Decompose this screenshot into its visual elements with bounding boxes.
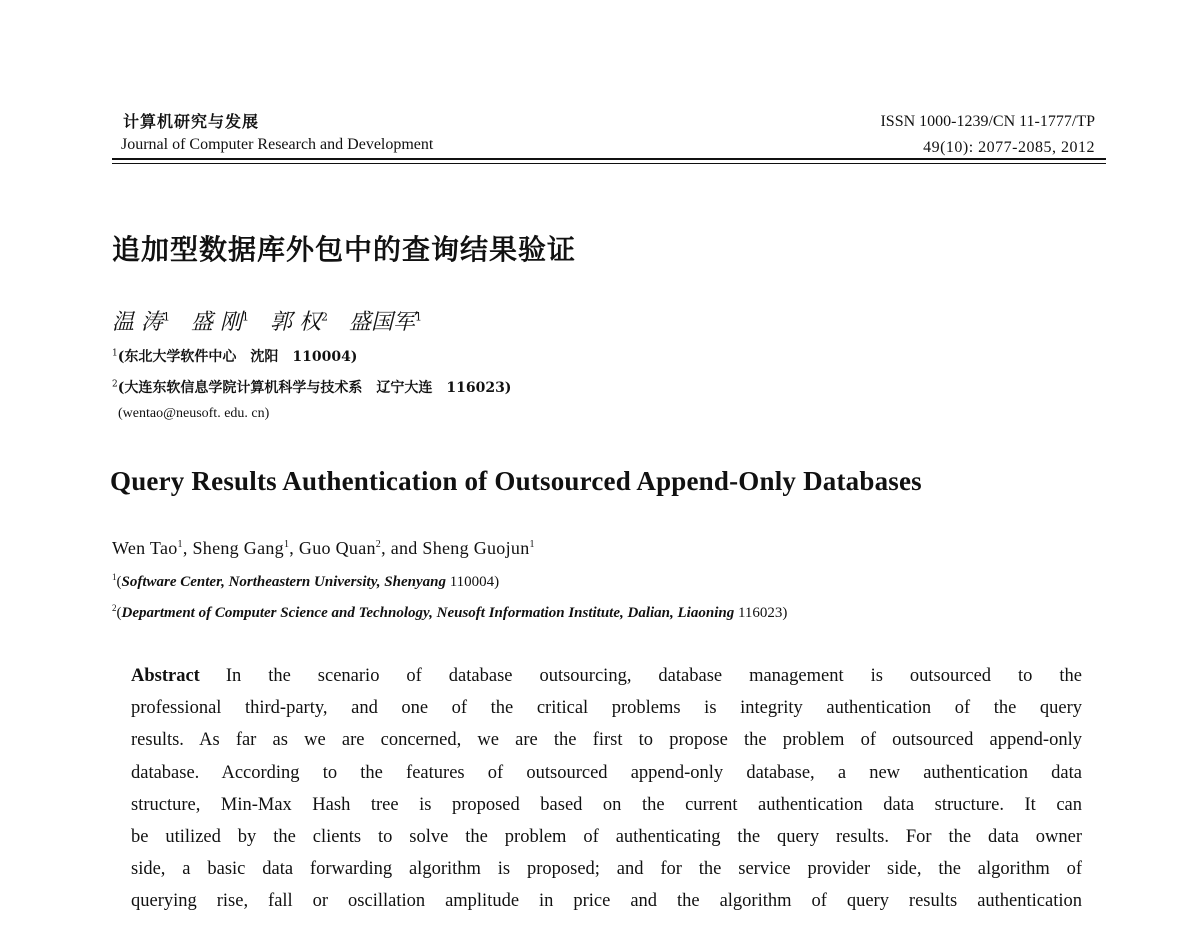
abstract-line: structure, Min-Max Hash tree is proposed based on the current authentication data structure. It can <box>131 794 1082 815</box>
abstract-line: be utilized by the clients to solve the problem of authenticating the query results. For the data owner <box>131 826 1082 847</box>
abstract-label: Abstract <box>131 666 200 686</box>
affiliation-en: $^1$(Software Center, Northeastern University, Shenyang 110004) <box>112 572 500 590</box>
affiliation-cn: $^1$(东北大学软件中心 沈阳 110004) <box>112 348 358 365</box>
contact-email: (wentao@neusoft. edu. cn) <box>118 406 270 421</box>
affiliation-en: $^2$(Department of Computer Science and Technology, Neusoft Information Institute, Dalian, Liaoning 116023) <box>112 603 788 621</box>
author-cn: 温 涛 <box>112 310 163 335</box>
header-rule-thin <box>112 163 1106 164</box>
paper-title-en: Query Results Authentication of Outsourced Append-Only Databases <box>110 466 922 496</box>
abstract-line: database. According to the features of outsourced append-only database, a new authentication data <box>131 762 1082 783</box>
affiliation-cn: $^2$(大连东软信息学院计算机科学与技术系 辽宁大连 116023) <box>112 379 512 396</box>
abstract-line: results. As far as we are concerned, we are the first to propose the problem of outsourced append-only <box>131 730 1082 751</box>
authors-cn: 温 涛$^1$ 盛 刚$^1$ 郭 权$^2$ 盛国军$^1$ <box>112 310 423 335</box>
author-cn: 郭 权 <box>270 310 321 335</box>
abstract-line: professional third-party, and one of the critical problems is integrity authentication of the query <box>131 698 1082 719</box>
paper-title-cn: 追加型数据库外包中的查询结果验证 <box>112 233 577 266</box>
author-cn: 盛 刚 <box>191 310 242 335</box>
header-rule-thick <box>112 158 1106 160</box>
abstract <box>131 660 1082 918</box>
volume-pages: 49(10): 2077-2085, 2012 <box>923 139 1095 156</box>
authors-en: Wen Tao$^1$, Sheng Gang$^1$, Guo Quan$^2$, and Sheng Guojun$^1$ <box>112 538 535 558</box>
abstract-line: querying rise, fall or oscillation amplitude in price and the algorithm of query results authentication <box>131 891 1082 912</box>
issn: ISSN 1000-1239/CN 11-1777/TP <box>880 113 1095 130</box>
journal-title-en: Journal of Computer Research and Development <box>121 136 434 153</box>
author-cn: 盛国军 <box>349 310 416 335</box>
abstract-line: Abstract In the scenario of database outsourcing, database management is outsourced to the <box>131 666 1082 686</box>
abstract-line: side, a basic data forwarding algorithm is proposed; and for the service provider side, the algorithm of <box>131 859 1082 880</box>
journal-title-cn: 计算机研究与发展 <box>123 112 260 131</box>
